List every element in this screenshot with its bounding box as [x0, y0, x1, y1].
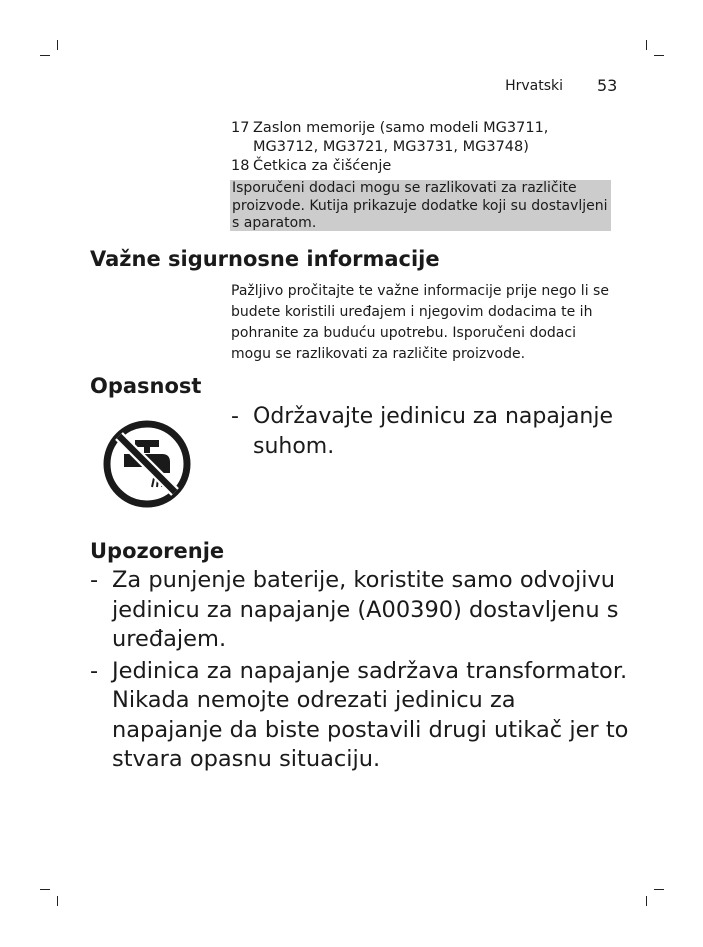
list-item-text: Četkica za čišćenje [253, 158, 392, 174]
list-item [90, 566, 630, 655]
list-item [231, 119, 616, 157]
list-item-number: 17 [231, 120, 250, 136]
bullet-dash: - [231, 404, 239, 429]
header-language: Hrvatski [505, 78, 563, 94]
warning-heading: Upozorenje [90, 539, 225, 563]
warning-list [90, 566, 630, 777]
list-item [90, 657, 630, 775]
safety-heading: Važne sigurnosne informacije [90, 247, 440, 271]
list-item-text: Zaslon memorije (samo modeli MG3711, MG3712, MG3721, MG3731, MG3748) [253, 120, 549, 155]
bullet-dash: - [90, 567, 99, 593]
parts-list [231, 119, 616, 176]
danger-item-text: Održavajte jedinicu za napajanje suhom. [253, 404, 614, 459]
danger-list [231, 402, 621, 462]
list-item [231, 157, 616, 176]
warning-item-text: Za punjenje baterije, koristite samo odvojivu jedinicu za napajanje (A00390) dostavljenu s uređajem. [112, 567, 619, 652]
danger-heading: Opasnost [90, 374, 202, 398]
bullet-dash: - [90, 657, 99, 684]
accessories-note: Isporučeni dodaci mogu se razlikovati za različite proizvode. Kutija prikazuje dodatke koji su dostavljeni s aparatom. [230, 180, 611, 231]
list-item-number: 18 [231, 158, 250, 174]
list-item [231, 402, 621, 462]
warning-item-text: Jedinica za napajanje sadržava transformator. Nikada nemojte odrezati jedinicu za napajanje da biste postavili drugi utikač jer to stvara opasnu situaciju. [112, 657, 629, 772]
no-water-icon [102, 418, 192, 510]
page-number: 53 [597, 76, 618, 95]
safety-intro: Pažljivo pročitajte te važne informacije prije nego li se budete koristili uređajem i njegovim dodacima te ih pohranite za buduću upotrebu. Isporučeni dodaci mogu se razlikovati za različite proizvode. [231, 283, 609, 362]
